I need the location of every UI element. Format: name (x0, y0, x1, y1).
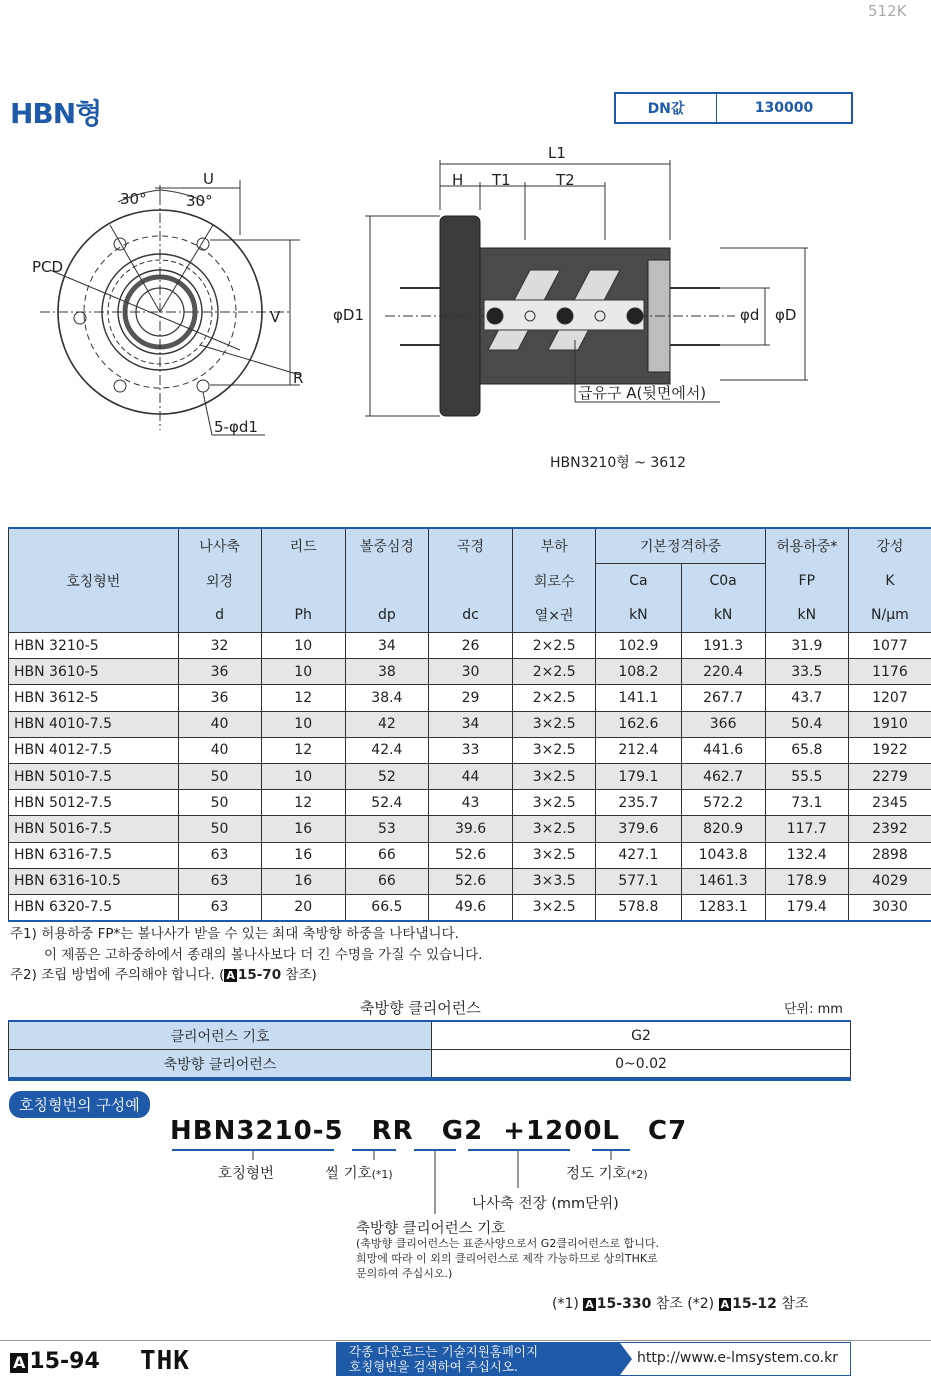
cell-model: HBN 6316-7.5 (9, 842, 179, 868)
table-cell: 2×2.5 (513, 633, 596, 659)
table-cell: 66 (345, 842, 428, 868)
table-cell: 572.2 (681, 790, 765, 816)
label-model: 호칭형번 (218, 1166, 275, 1182)
table-cell: 132.4 (765, 842, 848, 868)
table-row (9, 790, 931, 816)
table-cell: 235.7 (596, 790, 681, 816)
label-clearance: 축방향 클리어런스 기호 (356, 1221, 506, 1237)
label-t1: T1 (492, 171, 511, 189)
clearance-row-label: 축방향 클리어런스 (9, 1050, 432, 1079)
label-h: H (452, 171, 464, 189)
table-cell: 73.1 (765, 790, 848, 816)
note-2: 주2) 조립 방법에 주의해야 합니다. ( A 15-70 참조) (10, 967, 317, 983)
table-cell: 141.1 (596, 685, 681, 711)
header-rigidity-unit: N/μm (848, 598, 931, 633)
table-cell: 66.5 (345, 894, 428, 921)
cell-model: HBN 3610-5 (9, 659, 179, 685)
label-d1: φD1 (333, 306, 364, 324)
header-root-dia-2: dc (428, 598, 512, 633)
cell-model: HBN 3612-5 (9, 685, 179, 711)
table-cell: 179.4 (765, 894, 848, 921)
table-cell: 2898 (848, 842, 931, 868)
spec-table (8, 527, 931, 922)
table-row (9, 685, 931, 711)
table-cell: 3×2.5 (513, 763, 596, 789)
table-cell: 16 (261, 816, 345, 842)
table-cell: 10 (261, 763, 345, 789)
table-cell: 34 (428, 711, 512, 737)
table-cell: 212.4 (596, 737, 681, 763)
table-cell: 10 (261, 659, 345, 685)
table-cell: 42 (345, 711, 428, 737)
label-pcd: PCD (32, 258, 64, 276)
header-circuits-1: 부하 (513, 528, 596, 564)
table-cell: 44 (428, 763, 512, 789)
code-accuracy: C7 (648, 1116, 688, 1146)
label-angle1: 30° (120, 190, 147, 208)
page-title: HBN형 (10, 97, 102, 130)
table-cell: 108.2 (596, 659, 681, 685)
drawing-caption: HBN3210형 ~ 3612 (550, 455, 687, 471)
table-cell: 63 (178, 842, 261, 868)
download-text: 각종 다운로드는 기술지원홈페이지 호칭형번을 검색하여 주십시오. (337, 1343, 620, 1375)
table-cell: 267.7 (681, 685, 765, 711)
ball-nut-drawing (0, 140, 931, 450)
table-cell: 1207 (848, 685, 931, 711)
table-cell: 3×2.5 (513, 790, 596, 816)
table-row (9, 842, 931, 868)
table-cell: 29 (428, 685, 512, 711)
table-cell: 52 (345, 763, 428, 789)
table-cell: 55.5 (765, 763, 848, 789)
table-row (9, 816, 931, 842)
table-cell: 462.7 (681, 763, 765, 789)
table-cell: 2×2.5 (513, 659, 596, 685)
table-cell: 2392 (848, 816, 931, 842)
table-cell: 33 (428, 737, 512, 763)
table-row (9, 633, 931, 659)
table-cell: 16 (261, 868, 345, 894)
table-cell: 38 (345, 659, 428, 685)
front-view (40, 180, 300, 435)
table-cell: 577.1 (596, 868, 681, 894)
table-cell: 1461.3 (681, 868, 765, 894)
header-rigidity-1: 강성 (848, 528, 931, 564)
table-cell: 40 (178, 737, 261, 763)
header-rigidity-2: K (848, 564, 931, 599)
table-cell: 16 (261, 842, 345, 868)
header-c0a: C0a (681, 564, 765, 599)
table-cell: 3×2.5 (513, 894, 596, 921)
header-c0a-unit: kN (681, 598, 765, 633)
header-allow-unit: kN (765, 598, 848, 633)
header-circuits-2: 회로수 (513, 564, 596, 599)
table-cell: 66 (345, 868, 428, 894)
table-cell: 427.1 (596, 842, 681, 868)
header-lead-1: 리드 (261, 528, 345, 564)
table-cell: 63 (178, 894, 261, 921)
header-circuits-3: 열×권 (513, 598, 596, 633)
table-cell: 1176 (848, 659, 931, 685)
header-model: 호칭형번 (9, 528, 179, 633)
table-cell: 50 (178, 790, 261, 816)
clearance-title: 축방향 클리어런스 (360, 999, 481, 1017)
label-r: R (293, 369, 304, 387)
table-cell: 191.3 (681, 633, 765, 659)
header-shaft-od-3: d (178, 598, 261, 633)
table-cell: 2×2.5 (513, 685, 596, 711)
table-cell: 42.4 (345, 737, 428, 763)
header-allow-1: 허용하중* (765, 528, 848, 564)
cell-model: HBN 3210-5 (9, 633, 179, 659)
cell-model: HBN 5012-7.5 (9, 790, 179, 816)
label-l1: L1 (548, 144, 566, 162)
table-cell: 1922 (848, 737, 931, 763)
table-cell: 50 (178, 816, 261, 842)
table-cell: 31.9 (765, 633, 848, 659)
side-view (365, 160, 808, 416)
table-cell: 3×3.5 (513, 868, 596, 894)
table-cell: 43 (428, 790, 512, 816)
table-cell: 10 (261, 633, 345, 659)
table-cell: 578.8 (596, 894, 681, 921)
table-cell: 441.6 (681, 737, 765, 763)
table-row (9, 868, 931, 894)
table-cell: 12 (261, 790, 345, 816)
label-lube-port: 급유구 A(뒷면에서) (578, 384, 707, 402)
table-cell: 10 (261, 711, 345, 737)
table-cell: 53 (345, 816, 428, 842)
cell-model: HBN 4012-7.5 (9, 737, 179, 763)
table-cell: 26 (428, 633, 512, 659)
header-root-dia-1: 곡경 (428, 528, 512, 564)
footer-divider (0, 1340, 931, 1341)
header-ball-pcd-2: dp (345, 598, 428, 633)
cell-model: HBN 5010-7.5 (9, 763, 179, 789)
table-cell: 178.9 (765, 868, 848, 894)
label-seal: 씰 기호(*1) (325, 1166, 393, 1182)
table-cell: 2345 (848, 790, 931, 816)
table-cell: 36 (178, 659, 261, 685)
table-cell: 49.6 (428, 894, 512, 921)
code-length: +1200L (503, 1116, 620, 1146)
clearance-row-value: G2 (432, 1021, 851, 1050)
label-accuracy: 정도 기호(*2) (566, 1166, 648, 1182)
table-row (9, 711, 931, 737)
code-leader-lines (0, 1148, 931, 1228)
table-cell: 1283.1 (681, 894, 765, 921)
cell-model: HBN 6320-7.5 (9, 894, 179, 921)
label-u: U (203, 170, 214, 188)
table-cell: 32 (178, 633, 261, 659)
table-cell: 33.5 (765, 659, 848, 685)
table-cell: 2279 (848, 763, 931, 789)
a-mark: A (226, 969, 235, 982)
table-cell: 820.9 (681, 816, 765, 842)
table-cell: 4029 (848, 868, 931, 894)
table-cell: 40 (178, 711, 261, 737)
code-seal: RR (371, 1116, 414, 1146)
clearance-unit: 단위: mm (784, 1002, 843, 1017)
clearance-row-value: 0~0.02 (432, 1050, 851, 1079)
code-clearance: G2 (441, 1116, 484, 1146)
header-shaft-od-1: 나사축 (178, 528, 261, 564)
example-badge: 호칭형번의 구성예 (9, 1091, 150, 1118)
table-cell: 50.4 (765, 711, 848, 737)
table-cell: 3×2.5 (513, 816, 596, 842)
label-d-small: φd (740, 306, 760, 324)
table-cell: 3×2.5 (513, 842, 596, 868)
header-shaft-od-2: 외경 (178, 564, 261, 599)
header-rating: 기본정격하중 (596, 528, 766, 564)
table-cell: 102.9 (596, 633, 681, 659)
table-cell: 30 (428, 659, 512, 685)
table-cell: 36 (178, 685, 261, 711)
table-row (9, 737, 931, 763)
cell-model: HBN 5016-7.5 (9, 816, 179, 842)
arrow-right-icon (620, 1343, 632, 1375)
header-ca-unit: kN (596, 598, 681, 633)
table-cell: 3×2.5 (513, 737, 596, 763)
table-cell: 34 (345, 633, 428, 659)
table-row (9, 894, 931, 921)
download-banner (336, 1342, 851, 1376)
page-id: 512K (868, 2, 907, 20)
table-cell: 38.4 (345, 685, 428, 711)
page-number: A 15-94 (10, 1349, 100, 1374)
table-cell: 117.7 (765, 816, 848, 842)
table-row (9, 659, 931, 685)
table-cell: 379.6 (596, 816, 681, 842)
table-cell: 50 (178, 763, 261, 789)
cell-model: HBN 6316-10.5 (9, 868, 179, 894)
table-cell: 12 (261, 685, 345, 711)
header-ball-pcd-1: 볼중심경 (345, 528, 428, 564)
label-holes: 5-φd1 (214, 418, 258, 436)
table-cell: 1910 (848, 711, 931, 737)
table-cell: 63 (178, 868, 261, 894)
header-ca: Ca (596, 564, 681, 599)
section-divider (8, 1079, 851, 1081)
table-cell: 162.6 (596, 711, 681, 737)
table-cell: 220.4 (681, 659, 765, 685)
reference-notes: (*1) A 15-330 참조 (*2) A 15-12 참조 (552, 1296, 809, 1312)
table-row (9, 763, 931, 789)
table-cell: 20 (261, 894, 345, 921)
example-code (170, 1116, 687, 1146)
table-cell: 3030 (848, 894, 931, 921)
table-cell: 65.8 (765, 737, 848, 763)
note-1: 주1) 허용하중 FP*는 볼나사가 받을 수 있는 최대 축방향 하중을 나타냅니다. (10, 926, 459, 942)
table-cell: 1043.8 (681, 842, 765, 868)
table-cell: 12 (261, 737, 345, 763)
label-length: 나사축 전장 (mm단위) (472, 1196, 619, 1212)
label-angle2: 30° (186, 192, 213, 210)
header-allow-2: FP (765, 564, 848, 599)
dn-value-box (614, 92, 853, 124)
table-cell: 43.7 (765, 685, 848, 711)
table-cell: 52.6 (428, 842, 512, 868)
code-model: HBN3210-5 (170, 1116, 344, 1146)
label-d-large: φD (775, 306, 797, 324)
table-cell: 52.6 (428, 868, 512, 894)
clearance-row-label: 클리어런스 기호 (9, 1021, 432, 1050)
table-cell: 366 (681, 711, 765, 737)
dn-value: 130000 (754, 100, 814, 116)
dn-label: DN값 (616, 94, 717, 122)
thk-logo: THK (140, 1346, 190, 1376)
clearance-desc: (축방향 클리어런스는 표준사양으로서 G2클리어런스로 합니다. 희망에 따라 이 외의 클리어런스로 제작 가능하므로 상의THK로 문의하여 주십시오.) (356, 1237, 659, 1280)
cell-model: HBN 4010-7.5 (9, 711, 179, 737)
table-cell: 179.1 (596, 763, 681, 789)
header-lead-2: Ph (261, 598, 345, 633)
table-cell: 3×2.5 (513, 711, 596, 737)
table-cell: 39.6 (428, 816, 512, 842)
note-2-ref: 15-70 (237, 967, 282, 983)
label-v: V (270, 308, 281, 326)
label-t2: T2 (556, 171, 575, 189)
website-link[interactable]: http://www.e-lmsystem.co.kr (637, 1350, 838, 1366)
table-cell: 52.4 (345, 790, 428, 816)
note-1b: 이 제품은 고하중하에서 종래의 볼나사보다 더 긴 수명을 가질 수 있습니다. (44, 947, 483, 963)
table-cell: 1077 (848, 633, 931, 659)
clearance-table (8, 1020, 851, 1079)
